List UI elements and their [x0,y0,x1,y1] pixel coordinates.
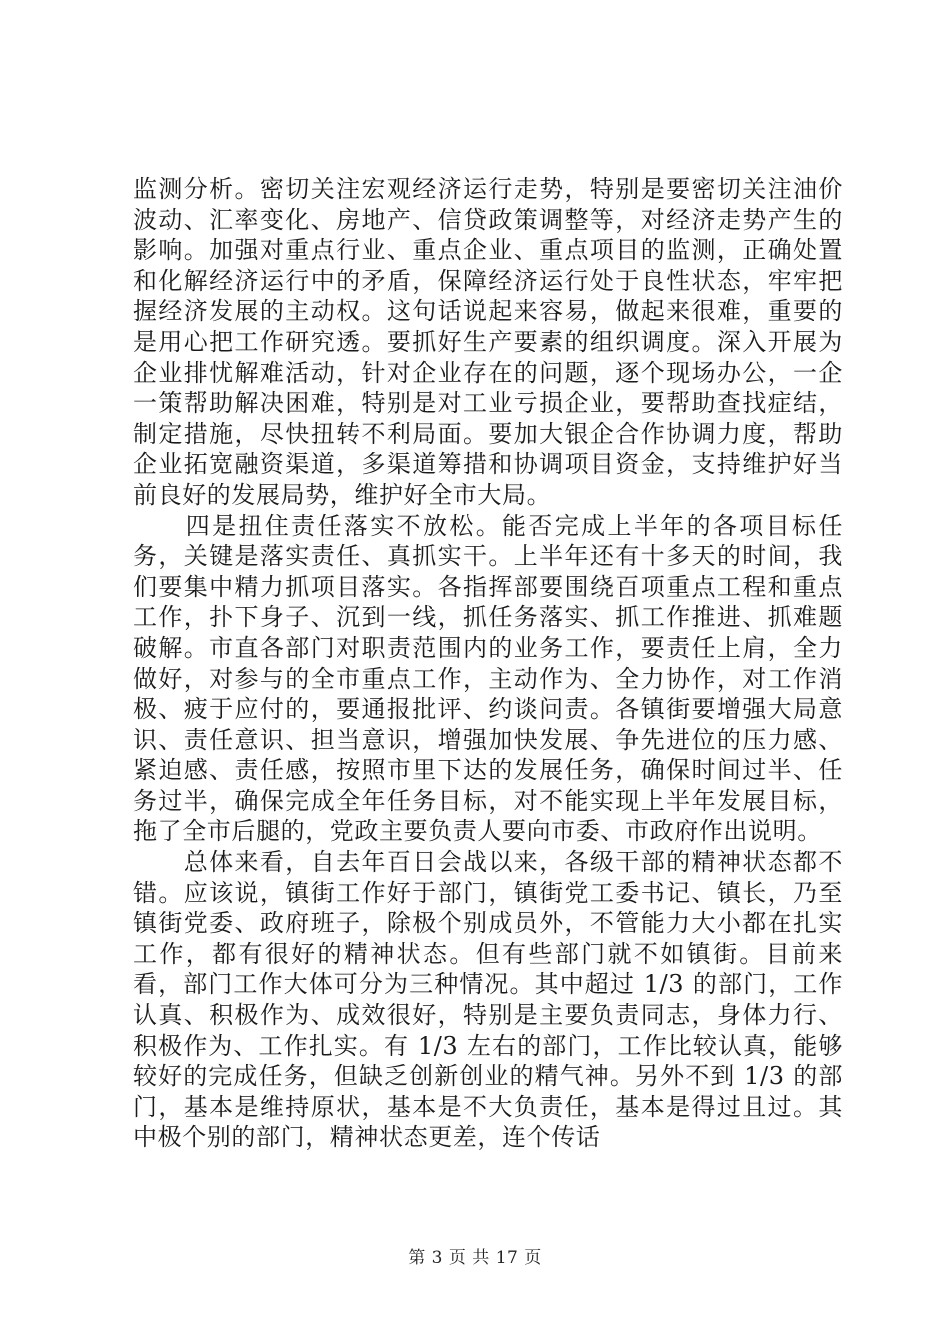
document-body [133,174,843,1153]
paragraph-2: 四是扭住责任落实不放松。能否完成上半年的各项目标任务，关键是落实责任、真抓实干。上半年还有十多天的时间，我们要集中精力抓项目落实。各指挥部要围绕百项重点工程和重点工作，扑下身子、沉到一线，抓任务落实、抓工作推进、抓难题破解。市直各部门对职责范围内的业务工作，要责任上肩，全力做好，对参与的全市重点工作，主动作为、全力协作，对工作消极、疲于应付的，要通报批评、约谈问责。各镇街要增强大局意识、责任意识、担当意识，增强加快发展、争先进位的压力感、紧迫感、责任感，按照市里下达的发展任务，确保时间过半、任务过半，确保完成全年任务目标，对不能实现上半年发展目标，拖了全市后腿的，党政主要负责人要向市委、市政府作出说明。 [133,511,843,846]
page-footer: 第 3 页 共 17 页 [408,1248,542,1268]
paragraph-1: 监测分析。密切关注宏观经济运行走势，特别是要密切关注油价波动、汇率变化、房地产、信贷政策调整等，对经济走势产生的影响。加强对重点行业、重点企业、重点项目的监测，正确处置和化解经济运行中的矛盾，保障经济运行处于良性状态，牢牢把握经济发展的主动权。这句话说起来容易，做起来很难，重要的是用心把工作研究透。要抓好生产要素的组织调度。深入开展为企业排忧解难活动，针对企业存在的问题，逐个现场办公，一企一策帮助解决困难，特别是对工业亏损企业，要帮助查找症结，制定措施，尽快扭转不利局面。要加大银企合作协调力度，帮助企业拓宽融资渠道，多渠道筹措和协调项目资金，支持维护好当前良好的发展局势，维护好全市大局。 [133,175,843,509]
paragraph-3: 总体来看，自去年百日会战以来，各级干部的精神状态都不错。应该说，镇街工作好于部门，镇街党工委书记、镇长，乃至镇街党委、政府班子，除极个别成员外，不管能力大小都在扎实工作，都有很好的精神状态。但有些部门就不如镇街。目前来看，部门工作大体可分为三种情况。其中超过 1/3 的部门，工作认真、积极作为、成效很好，特别是主要负责同志，身体力行、积极作为、工作扎实。有 1/3 左右的部门，工作比较认真，能够较好的完成任务，但缺乏创新创业的精气神。另外不到 1/3 的部门，基本是维持原状，基本是不大负责任，基本是得过且过。其中极个别的部门，精神状态更差，连个传话 [133,848,843,1152]
